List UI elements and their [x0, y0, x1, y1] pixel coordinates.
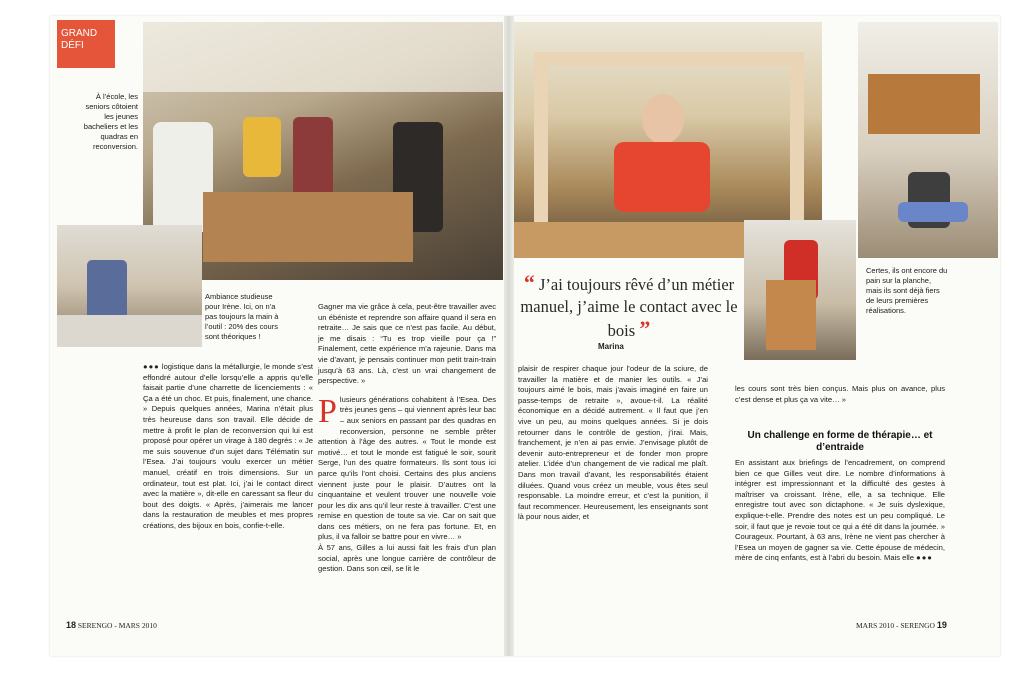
quote-author: Marina	[598, 342, 624, 351]
caption-bread: Certes, ils ont encore du pain sur la planche, mais ils sont déjà fiers de leurs premières réalisations.	[866, 266, 948, 315]
marina-photo	[744, 220, 856, 360]
cabinet-photo	[858, 22, 998, 258]
col4a-text: les cours sont très bien conçus. Mais plus on avance, plus c’est dense et plus ça va vite… »	[735, 384, 945, 404]
section-subhead: Un challenge en forme de thérapie… et d’entraide	[747, 430, 933, 453]
left-column-2	[318, 302, 496, 575]
drop-cap: P	[318, 392, 337, 430]
footer-left	[66, 620, 157, 630]
page-number-left: 18	[66, 620, 77, 630]
footer-left-text: SERENGO - MARS 2010	[77, 621, 157, 630]
right-column-3	[735, 458, 945, 564]
left-column-1	[143, 362, 313, 532]
page-gutter	[504, 16, 514, 656]
col2b-text: lusieurs générations cohabitent à l’Esea. Des très jeunes gens – qui viennent après leur bac – aux seniors en passant par des quadras en reconversion, personne ne semble prêter attention à l’âge des autres. « Tout le monde est motivé… et tout le monde est fatigué le soir, sourit Serge, l’un des quatre formateurs. Ils sont tous ici parce qu’ils l’ont choisi. Certains des plus anciens viennent juste pour le plaisir. D’autres ont la cinquantaine et veulent trouver une nouvelle voie pour les dix ans qu’il leur reste à travailler. C’est une remise en question de toute sa vie. Car on sait que dans ces métiers, on ne fera pas fortune. Et, en plus, il va falloir se battre pour en vivre… »	[318, 394, 496, 542]
section-badge: GRAND DÉFI	[57, 20, 115, 68]
quote-close-mark: ”	[639, 316, 651, 341]
continue-dots-end: ●●●	[916, 553, 933, 563]
caption-school: À l’école, les seniors côtoient les jeunes bacheliers et les quadras en reconversion.	[83, 92, 138, 151]
continue-dots: ●●●	[143, 362, 160, 371]
col3-text: plaisir de respirer chaque jour l’odeur de la sciure, de travailler la matière et de manier les outils. « J’ai toujours aimé le bois, mais j’avais imaginé en faire un passe-temps de retraite », avoue-t-il. La réalité économique en a décidé autrement. « Il faut que j’en vive un peu, au moins quelques années. Si je dois retourner dans le contrôle de gestion, j’irai. Mais, franchement, je n’en ai pas envie. J’envisage plutôt de devenir auto-entrepreneur et de fonder mon propre atelier. L’idée d’un changement de vie radical me plaît. Dans mon travail d’avant, les responsabilités étaient diluées. Quand vous créez un meuble, vous êtes seul responsable. La moindre erreur, et c’est la punition, il faut recommencer. Heureusement, les enseignants sont là pour nous aider, et	[518, 364, 708, 522]
col1-text: logistique dans la métallurgie, le monde s’est effondré autour d’elle lorsqu’elle a appris qu’elle faisait partie d’une charrette de licenciements : « Ça a été un choc. Et puis, finalement, une chance. » Depuis quelques années, Marina n’était plus très heureuse dans son travail. Elle décide de mettre à profit le plan de reconversion qui lui est proposé pour opérer un virage à 180 degrés : « Je me suis souvenue d’un sujet dans Télématin sur l’Esea. J’ai toujours voulu exercer un métier manuel, créatif en trois dimensions. Sur un ordinateur, tout est plat. Ici, j’ai le contact direct avec la matière », dit-elle en caressant sa fleur du bout des doigts. « Après, j’aimerais me lancer dans la restauration de meubles et mes propres créations, des bijoux en bois, confie-t-elle.	[143, 362, 314, 530]
right-column-1	[518, 364, 708, 523]
quote-open-mark: “	[523, 270, 535, 295]
col2c-text: À 57 ans, Gilles a lui aussi fait les frais d’un plan social, après une longue carrière de contrôleur de gestion. Dans son œil, se lit le	[318, 543, 496, 574]
col4b-text: En assistant aux briefings de l’encadrement, on comprend bien ce que Gilles veut dire. Le nombre d’informations à intégrer est impressionnant et la difficulté des gestes à maîtriser va croissant. Irène, elle, a sa technique. Elle enregistre tout avec son dictaphone. « Je suis dyslexique, explique-t-elle. Prendre des notes est un peu compliqué. Le soir, il faut que je revoie tout ce qui a été dit dans la journée. » Courageux. Pourtant, à 63 ans, Irène ne vient pas chercher à l’Esea un moyen de gagner sa vie. Cette épouse de médecin, mère de cinq enfants, est à l’abri du besoin. Mais elle	[735, 458, 945, 563]
irene-photo	[57, 225, 202, 347]
quote-text: J’ai toujours rêvé d’un métier manuel, j’aime le contact avec le bois	[520, 275, 738, 340]
pull-quote	[520, 272, 738, 342]
right-column-2	[735, 384, 945, 405]
footer-right-text: MARS 2010 - SERENGO	[856, 621, 935, 630]
col2a-text: Gagner ma vie grâce à cela, peut-être travailler avec un ébéniste et reprendre son affaire quand il sera en retraite… Je sais que ce n’est pas facile. Au début, je me disais : “Tu es trop vieille pour ça !” Finalement, cette expérience m’a rajeunie. Dans ma vie d’avant, je pensais continuer mon petit train-train jusqu’à 63 ans. Là, c’est un vrai changement de perspective. »	[318, 302, 496, 386]
page-number-right: 19	[936, 620, 947, 630]
footer-right	[856, 620, 947, 630]
caption-irene: Ambiance studieuse pour Irène. Ici, on n’a pas toujours la main à l’outil : 20% des cours sont théoriques !	[205, 292, 279, 341]
